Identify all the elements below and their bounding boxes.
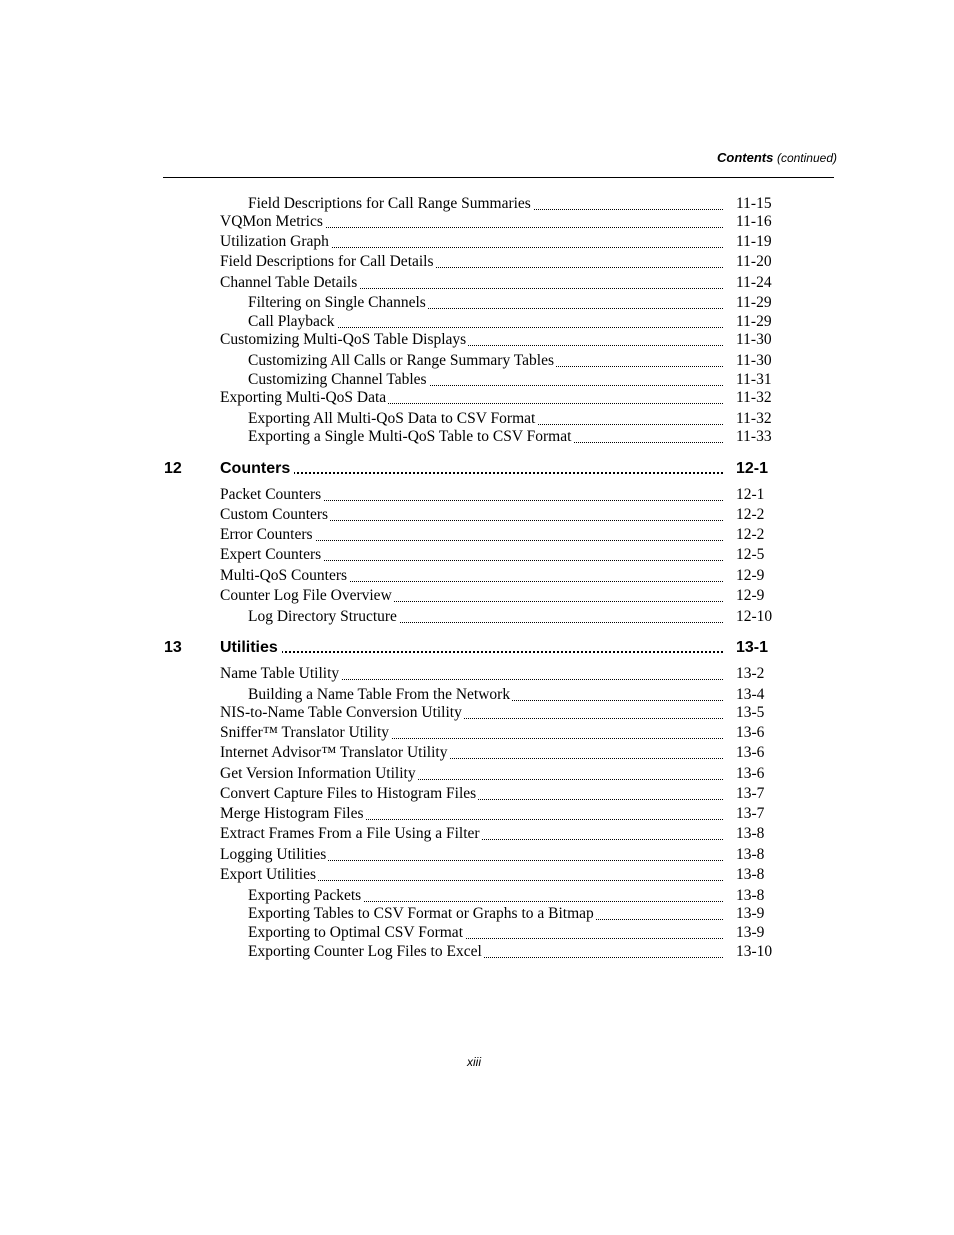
toc-entry: [220, 664, 723, 684]
toc-entry: [220, 703, 723, 723]
toc-entry: [220, 525, 723, 545]
toc-entry-title: Get Version Information Utility: [220, 765, 416, 782]
dot-leader: [220, 472, 723, 474]
toc-entry-title: Field Descriptions for Call Details: [220, 253, 434, 270]
toc-entry-page: 13-8: [736, 866, 765, 883]
toc-entry: [248, 607, 723, 627]
chapter-title: Utilities: [220, 637, 282, 659]
toc-entry-title: Multi-QoS Counters: [220, 567, 348, 584]
running-head: [717, 150, 837, 165]
toc-entry: [220, 252, 723, 272]
toc-entry-title: Exporting a Single Multi-QoS Table to CSV Format: [248, 428, 572, 445]
toc-entry-title: Log Directory Structure: [248, 608, 397, 625]
toc-entry-title: Utilization Graph: [220, 233, 329, 250]
toc-entry: [220, 485, 723, 505]
toc-entry-page: 13-6: [736, 744, 765, 761]
toc-entry-title: Export Utilities: [220, 866, 317, 883]
toc-entry: [220, 273, 723, 293]
chapter-title: Counters: [220, 458, 294, 480]
toc-entry-page: 11-20: [736, 253, 772, 270]
toc-entry: [248, 427, 723, 447]
toc-entry-title: Channel Table Details: [220, 274, 358, 291]
toc-entry: [248, 409, 723, 429]
toc-entry: [220, 232, 723, 252]
toc-entry: [248, 942, 723, 962]
toc-entry-page: 11-29: [736, 294, 772, 311]
chapter-title-line: [220, 637, 723, 659]
toc-entry-title: Customizing All Calls or Range Summary Tables: [248, 352, 555, 369]
toc-entry-title: Exporting Tables to CSV Format or Graphs to a Bitmap: [248, 905, 594, 922]
toc-entry-page: 13-2: [736, 665, 765, 682]
toc-entry: [220, 824, 723, 844]
toc-entry: [220, 845, 723, 865]
toc-entry-title: Exporting to Optimal CSV Format: [248, 924, 463, 941]
toc-entry: [220, 804, 723, 824]
toc-entry: [220, 505, 723, 525]
toc-entry-title: Customizing Multi-QoS Table Displays: [220, 331, 467, 348]
toc-entry: [220, 388, 723, 408]
toc-entry-page: 12-1: [736, 486, 765, 503]
toc-entry-page: 11-29: [736, 313, 772, 330]
toc-entry-page: 13-8: [736, 887, 765, 904]
toc-entry-title: Building a Name Table From the Network: [248, 686, 511, 703]
toc-entry-page: 11-33: [736, 428, 772, 445]
toc-entry-page: 12-2: [736, 506, 765, 523]
toc-entry-page: 13-9: [736, 905, 765, 922]
toc-entry-title: Packet Counters: [220, 486, 322, 503]
toc-entry: [220, 212, 723, 232]
toc-entry: [220, 586, 723, 606]
toc-entry: [248, 685, 723, 705]
page-folio: xiii: [467, 1055, 481, 1069]
toc-entry-title: Counter Log File Overview: [220, 587, 392, 604]
toc-entry-page: 12-5: [736, 546, 765, 563]
toc-entry-title: Call Playback: [248, 313, 335, 330]
toc-entry: [220, 784, 723, 804]
toc-entry-title: Name Table Utility: [220, 665, 340, 682]
toc-entry: [220, 330, 723, 350]
toc-entry-title: Exporting Multi-QoS Data: [220, 389, 387, 406]
toc-entry: [220, 764, 723, 784]
running-head-continued: (continued): [776, 151, 837, 165]
toc-entry-title: Internet Advisor™ Translator Utility: [220, 744, 448, 761]
toc-entry: [248, 194, 723, 214]
toc-entry-page: 13-7: [736, 785, 765, 802]
toc-entry-title: Convert Capture Files to Histogram Files: [220, 785, 477, 802]
toc-entry-title: NIS-to-Name Table Conversion Utility: [220, 704, 462, 721]
toc-entry: [220, 566, 723, 586]
toc-entry-title: Sniffer™ Translator Utility: [220, 724, 390, 741]
toc-entry-page: 13-8: [736, 825, 765, 842]
toc-entry-page: 13-8: [736, 846, 765, 863]
toc-entry-page: 12-2: [736, 526, 765, 543]
toc-entry: [248, 312, 723, 332]
toc-entry: [220, 723, 723, 743]
toc-entry-page: 13-4: [736, 686, 765, 703]
toc-entry: [248, 886, 723, 906]
chapter-title-line: [220, 458, 723, 480]
toc-entry-title: VQMon Metrics: [220, 213, 323, 230]
toc-entry-title: Error Counters: [220, 526, 313, 543]
toc-entry-title: Exporting All Multi-QoS Data to CSV Format: [248, 410, 536, 427]
toc-entry: [248, 351, 723, 371]
toc-entry-page: 11-31: [736, 371, 772, 388]
toc-entry-page: 13-7: [736, 805, 765, 822]
toc-entry-page: 11-24: [736, 274, 772, 291]
chapter-number: 13: [164, 639, 182, 656]
toc-entry-page: 11-15: [736, 195, 772, 212]
toc-entry-title: Expert Counters: [220, 546, 322, 563]
toc-entry-title: Custom Counters: [220, 506, 329, 523]
toc-entry: [220, 545, 723, 565]
toc-entry-page: 11-30: [736, 331, 772, 348]
toc-entry: [248, 923, 723, 943]
toc-entry-title: Logging Utilities: [220, 846, 327, 863]
running-head-title: Contents: [716, 150, 774, 165]
header-rule: [163, 177, 834, 178]
dot-leader: [220, 651, 723, 653]
chapter-page: 12-1: [736, 460, 769, 477]
toc-entry: [220, 865, 723, 885]
chapter-page: 13-1: [736, 639, 769, 656]
toc-entry-page: 12-9: [736, 567, 765, 584]
toc-entry: [220, 743, 723, 763]
toc-entry-title: Filtering on Single Channels: [248, 294, 426, 311]
toc-entry-title: Extract Frames From a File Using a Filter: [220, 825, 480, 842]
chapter-number: 12: [164, 460, 182, 477]
toc-entry-title: Field Descriptions for Call Range Summaries: [248, 195, 531, 212]
toc-entry-page: 13-10: [736, 943, 773, 960]
toc-entry-page: 12-9: [736, 587, 765, 604]
toc-entry-page: 12-10: [736, 608, 773, 625]
toc-entry-page: 11-32: [736, 410, 772, 427]
toc-entry-page: 11-16: [736, 213, 772, 230]
toc-entry-page: 11-19: [736, 233, 772, 250]
toc-entry-page: 13-6: [736, 765, 765, 782]
toc-entry-title: Merge Histogram Files: [220, 805, 364, 822]
toc-entry-title: Customizing Channel Tables: [248, 371, 427, 388]
toc-entry-title: Exporting Counter Log Files to Excel: [248, 943, 482, 960]
toc-entry-title: Exporting Packets: [248, 887, 362, 904]
toc-entry-page: 13-9: [736, 924, 765, 941]
toc-entry: [248, 293, 723, 313]
toc-entry-page: 13-5: [736, 704, 765, 721]
toc-entry-page: 13-6: [736, 724, 765, 741]
toc-entry: [248, 904, 723, 924]
toc-entry: [248, 370, 723, 390]
toc-entry-page: 11-32: [736, 389, 772, 406]
toc-entry-page: 11-30: [736, 352, 772, 369]
